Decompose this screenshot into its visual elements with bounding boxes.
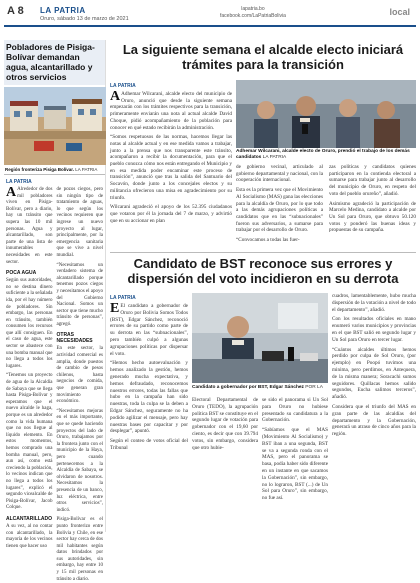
story1-paragraph: zas políticas y candidatos quienes participaron en la contienda electoral a sumarse para trabajar junto al desarrollo del municipio de Oruro, en respeto del voto del pueblo orureño”, añadió. <box>329 164 416 197</box>
story2-caption-credit: POR LA <box>305 385 323 390</box>
header-rule <box>4 25 416 27</box>
sidebar-paragraph: Pisiga-Bolívar es el punto fronterizo entre Bolivia y Chile, en ese sector hay cerca de dos mil habitantes según datos brindados por sus autoridades, sin embargo, hay entre 10 y 15 mil personas en tránsito a diario. <box>56 517 103 582</box>
story1-right-columns <box>236 164 416 248</box>
sidebar-paragraph: “Tenemos un proyecto de agua de la Alcaldía de Sabaya que se llega hasta Pisiga-Bolívar y esperamos que el nuevo alcalde le haga, porque es un alrededor como la vida humana que no nos llegue al líquido elemento. En estos momentos, hemos comprado una bomba manual, pero, aun así, como está creciendo la población, lo vecinos indican que no llega a todos los lugares”, explicó el segundo vicealcalde de Pisiga-Bolívar, Jacob Colque. <box>6 373 53 511</box>
story2-paragraph: cuadros, lamentablemente, hubo mucha dispersión de la votación a nivel de todo el departamento”, añadió. <box>332 293 416 313</box>
sidebar-paragraph: de pozos ciegos, pero sin ningún tipo de tratamiento de aguas, lo que según los vecinos requieren que ingrese un nuevo proyecto al lugar, principalmente, por la emergencia sanitaria que se vive a nivel mundial. <box>56 187 103 258</box>
story1-left-column <box>110 80 232 248</box>
story2-headline: Candidato de BST reconoce sus errores y dispersión del voto incidieron en su derrota <box>127 256 399 286</box>
sidebar-paragraph: En este sector, la actividad comercial es amplia, donde puestos de cambio de pesos chilenos, hasta negocios de comida, que generan gran movimiento económico. <box>56 346 103 405</box>
story2-caption-text: Candidato a gobernador por BST, Edgar Sánchez <box>192 385 304 390</box>
story1-paragraph: Wilcarani agradeció el apoyo de los 52.395 ciudadanos que votaron por él la jornada del 7 de marzo, y advirtió que en su accionar en plan <box>110 204 232 224</box>
story2-text-2 <box>192 397 258 529</box>
story1-body <box>110 80 416 248</box>
sidebar-subhead: ALCANTARILLADO <box>6 515 53 522</box>
sidebar-paragraph: “Necesitamos mejoras en el más importante, que se quede haciendo proyectos del lado de Oruro, trabajamos por la frontera junto con el municipio de la Haya, pero cuando pertenecemos a la Alcaldía de Sabaya, se olvidaron de nosotros. Necesitamos la presencia de un banco, luz eléctrica, entre otros servicios”, indicó. <box>56 408 103 513</box>
sidebar-caption-text: Región fronteriza Pisiga Bolívar. <box>5 167 75 172</box>
social-links <box>220 6 286 20</box>
story2-paragraph: se sido el panorama si Un Sol para Oruro no hubiese presentado su candidatura a la Gobernación. <box>262 397 328 424</box>
story1-headline: La siguiente semana el alcalde electo iniciará trámites para la transición <box>122 42 404 72</box>
story1-photo-caption <box>236 149 416 161</box>
sidebar-story <box>4 40 106 582</box>
border-town-illustration <box>4 87 106 165</box>
dateline: Oruro, sábado 13 de marzo de 2021 <box>40 16 129 22</box>
newspaper-brand: LA PATRIA <box>40 6 86 15</box>
story2-column-1 <box>110 293 188 533</box>
story1-caption-text: Adhemar Wilcarani, alcalde electo de Oruro, prendió el trabajo de los demás candidatos <box>236 149 410 160</box>
story1-paragraph: de gobierno vecinal, articulado al gobierno departamental y nacional, con la cooperación internacional. <box>236 164 323 184</box>
story2-photo-caption <box>192 385 328 390</box>
section-label: local <box>389 7 410 17</box>
story2-text-4 <box>332 293 416 529</box>
sidebar-photo <box>4 87 106 165</box>
mayor-group-illustration <box>236 80 416 148</box>
story1-paragraph: Asimismo agradeció la participación de Marcelo Medina, candidato a alcalde por Un Sol para Oruro, que obtuvo 50.120 votos y ponderó las buenas ideas y propuestas de su campaña. <box>329 200 416 234</box>
sidebar-subhead: POCA AGUA <box>6 270 37 277</box>
story2-paragraph: “Cuántos alcaldes últimos hemos perdido por culpa de Sol Oruro, (por ejemplo) en Poopó tuvimos una minima, pero perdimos, en Antequera, de la misma manera; Soracachi sumos seguidores. Quillacas hemos salido segundos, Eucha salimos terceros”, añadió. <box>332 346 416 401</box>
story2-photo <box>192 293 328 383</box>
website-link[interactable]: lapatria.bo <box>241 6 265 12</box>
sidebar-paragraph: “Necesitamos un verdadero sistema de alcantarillado porque tenemos pozos ciegos y necesitamos el apoyo del Gobierno Nacional. Somos un sector que tiene mucho tránsito de personas”, agregó. <box>56 262 104 327</box>
story1-right-cols <box>236 164 416 248</box>
story1-paragraph: “Somos respetuosos de las normas, hacemos llegar las notas al alcalde actual y en ese medida vamos a trabajar, junto a la prensa que nos transparente este tránsito, acompañaron a recibir la documentación, para que el pueblo conozca cómo nos están entregando el Municipio y en esa medida poder encaminar este proceso de transición”, anunció que tras la salida del Santuario del Socavón, donde junto a los concejales electos y su militancia ofrecieron una misa en agradecimiento por su triunfo. <box>110 134 232 201</box>
story1-right-col-2 <box>329 164 416 248</box>
page-number: A 8 <box>7 5 24 17</box>
drop-cap: E <box>110 301 120 316</box>
story2-paragraph: E El candidato a gobernador de Oruro por Bolivia Somos Todos (BST), Edgar Sánchez, reconoció errores de su partido como parte de su derrota en las “subnacionales”, pero también culpó a algunas agrupaciones políticas por dispersar el voto. <box>110 301 188 357</box>
story2-paragraph: Según el conteo de votos oficial del Tribunal <box>110 438 188 451</box>
story2-column-3 <box>262 397 328 529</box>
story1-text <box>110 91 232 249</box>
sidebar-column-2 <box>56 187 104 582</box>
story1-caption-credit: LA PATRIA <box>262 155 287 160</box>
story2-paragraph: Electoral Departamental de Oruro (TEDO), la agrupación política BST se constituye en el segundo lugar de votación para gobernador con el 19,60 por ciento, es decir que con 39.794 votos, sin embargo, considera que otro hubie- <box>192 397 258 451</box>
sidebar-subhead: OTRAS NECESIDADES <box>56 332 93 345</box>
sidebar-paragraph: A Alrededor de dos mil pobladores viven en Pisiga-Bolívar, pero a diario, hay un tránsito que supera las 10 mil personas. Agua y alcantarillado, son parte de una lista de innumerables necesidades en este sector. <box>6 185 53 265</box>
sidebar-photo-caption <box>4 165 105 175</box>
story2-byline: LA PATRIA <box>110 295 136 301</box>
story2-paragraph: “Hemos hecho autoevaluación y hemos analizado la gestión, hemos generado mucha expectativa, y hemos defraudado, reconocemos nuestros errores, todas las fallas que hubo en la campaña han sido nuestras, toda la culpa se la deben a Edgar Sánchez, seguramente no ha podido agilizar el mensaje, pero hay nuestras bases por capacitar y por desplegar”, apuntó. <box>110 360 188 435</box>
facebook-link[interactable]: facebook.com/LaPatriaBolivia <box>220 13 286 19</box>
story2-paragraph: Con los resultados oficiales en mano enumeró varios municipios y provincias en el que BST salió en segundo lugar y Un Sol para Oruro en tercer lugar. <box>332 316 416 343</box>
sidebar-columns <box>4 185 105 582</box>
sidebar-headline: Pobladores de Pisiga-Bolívar demandan agua, alcantarillado y otros servicios <box>4 40 105 85</box>
sidebar-column-1 <box>6 185 53 549</box>
drop-cap: A <box>110 89 121 104</box>
drop-cap: A <box>6 185 17 200</box>
story-mayor-transition <box>110 40 416 250</box>
story2-text-1 <box>110 303 188 533</box>
story2-text-3 <box>262 397 328 529</box>
page-header <box>4 3 416 37</box>
story1-paragraph: Esta es la primera vez que el Movimiento Al Socialismo (MAS) gana las elecciones para la alcaldía de Oruro, por lo que todo a las demás agrupaciones políticas a candidatos que en las “subnacionales” fueron sus adversarios, a sumarse para trabajar por el desarrollo de Oruro. <box>236 187 323 234</box>
story1-right-col-1 <box>236 164 323 248</box>
story2-paragraph: Considera que el triunfo del MAS en gran parte de las alcaldías del departamento y la Gobernación, generará un atraso de cinco años para la región. <box>332 403 416 438</box>
sidebar-caption-credit: LA PATRIA <box>75 167 98 172</box>
story2-body <box>110 293 416 533</box>
candidate-interview-illustration <box>192 293 328 383</box>
sidebar-paragraph: A su vez, al no contar con alcantarillado, la mayoría de los vecinos tienen que hacer uso <box>6 523 53 549</box>
sidebar-paragraph: Según sus autoridades, no se destina dinero suficiente a la señalada ida, por el hay número de pobladores. Sin embargo, las personas en tránsito, también consumen los recursos que allí consiguen. En el caso de agua, este sector se abastece con una bomba manual que no llega a todos los lugares. <box>6 278 53 369</box>
sidebar-byline: LA PATRIA <box>6 179 32 185</box>
story1-byline: LA PATRIA <box>110 83 136 89</box>
story1-paragraph: “Convocamos a todas las fuer- <box>236 237 300 244</box>
story-bst-candidate <box>110 252 416 532</box>
story2-column-2 <box>192 397 258 529</box>
story1-paragraph: A Adhemar Wilcarani, alcalde electo del municipio de Oruro, anunció que desde la siguiente semana empezarán con los trámites respectivos para la transición, primeramente enviarán una nota al actual alcalde David Choque, pidió acompañamiento de la población para conocer en qué estado recibirán la administración. <box>110 89 232 131</box>
story2-paragraph: “Sabíamos que el MAS (Movimiento Al Socialismo) y BST iban a una segunda, BST se va a segunda ronda con el MAS, pero el panorama se basa, podía haber sido diferente en un instante en que sacamos la Gobernación”, sin embargo, no lo lograron, BST (...) de Un Sol para Oruro”, sin embargo, no fue así. <box>262 427 328 502</box>
story2-column-4 <box>332 293 416 529</box>
story1-photo <box>236 80 416 148</box>
